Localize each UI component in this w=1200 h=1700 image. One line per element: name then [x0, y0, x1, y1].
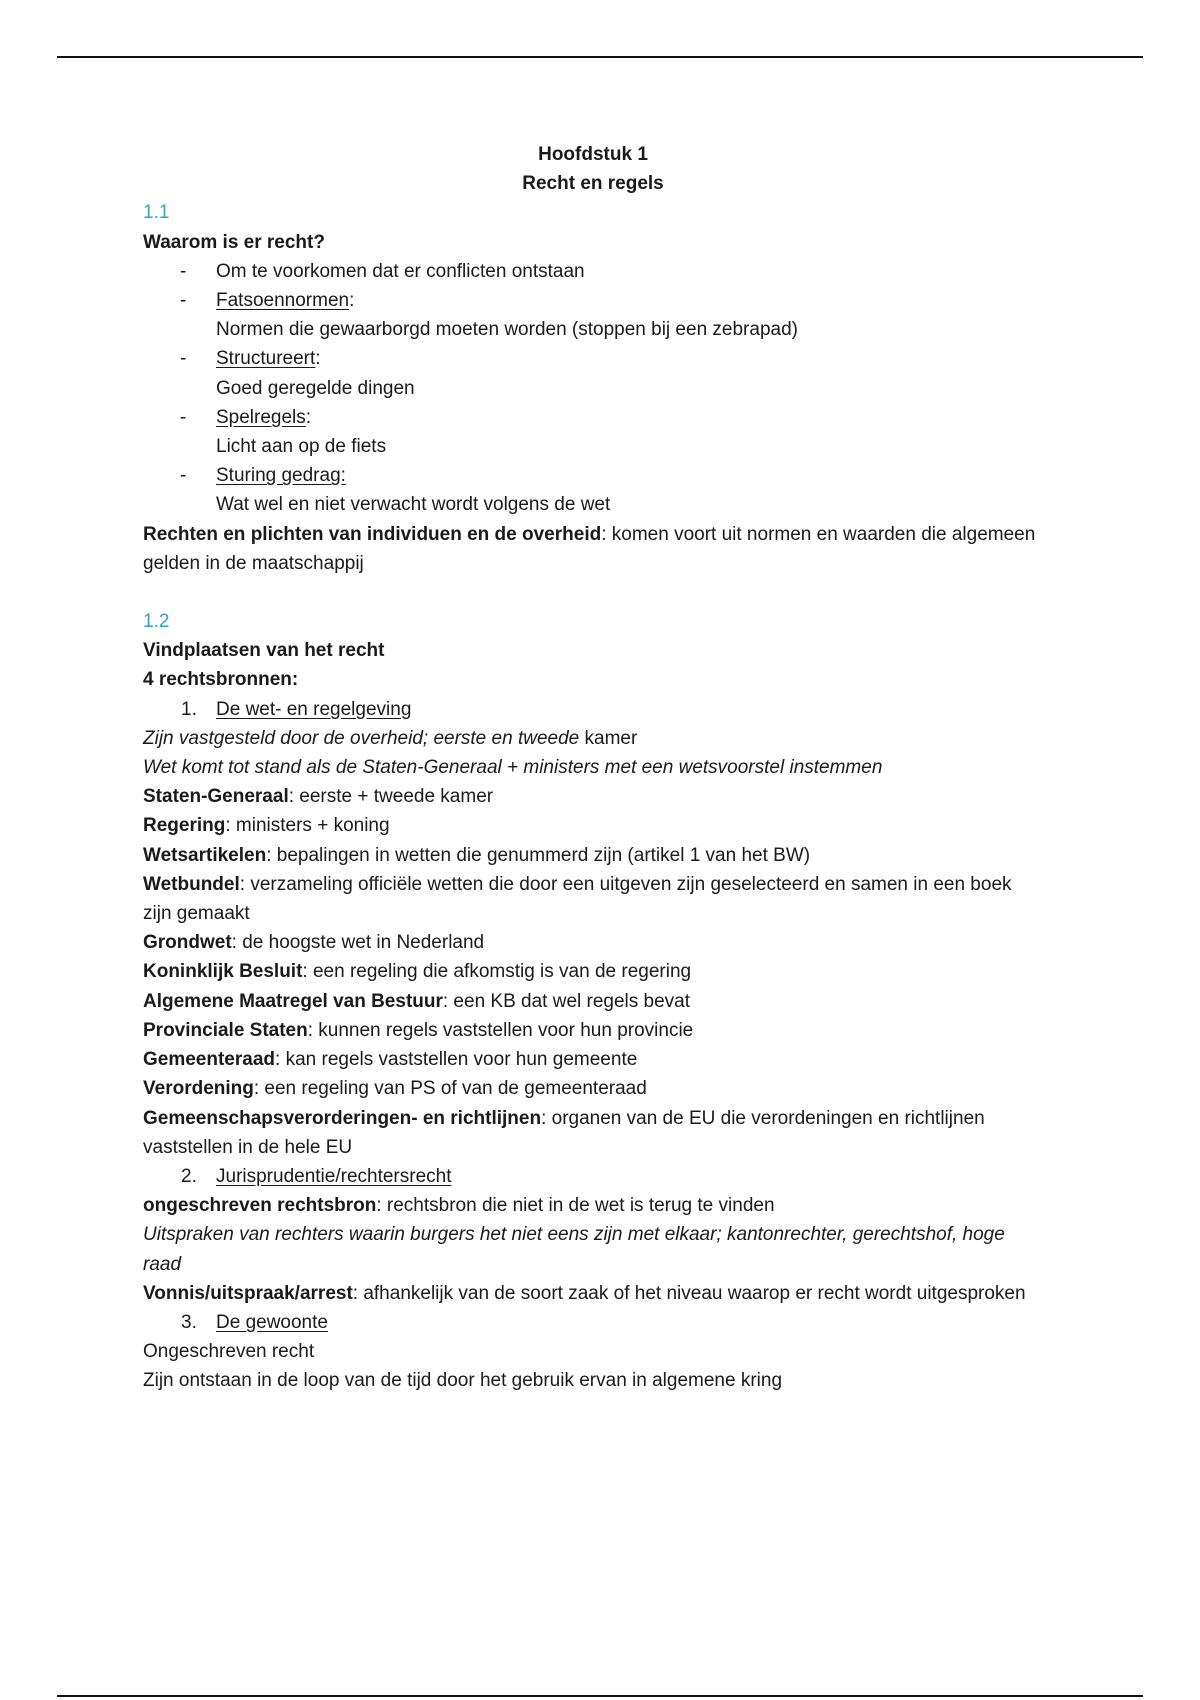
definition-text: : kunnen regels vaststellen voor hun provincie	[307, 1019, 694, 1041]
definition-text: : kan regels vaststellen voor hun gemeente	[275, 1049, 638, 1071]
document-body	[143, 140, 1043, 1396]
definition-line	[143, 957, 1043, 986]
bullet-subtext: Goed geregelde dingen	[216, 377, 415, 399]
bullet-term: Fatsoennormen	[216, 290, 350, 312]
bullet-item	[143, 344, 1043, 373]
definition-term: Koninklijk Besluit	[143, 961, 303, 983]
bullet-subtext: Wat wel en niet verwacht wordt volgens de wet	[216, 494, 611, 516]
definition-term: Verordening	[143, 1078, 254, 1100]
definition-text: : verzameling officiële wetten die door een uitgeven zijn geselecteerd en samen in een boek zijn gemaakt	[143, 873, 1012, 925]
footer-rule	[57, 1695, 1143, 1697]
definition-term: ongeschreven rechtsbron	[143, 1195, 377, 1217]
dash-icon: -	[180, 260, 187, 282]
numbered-item-title: De gewoonte	[216, 1311, 328, 1333]
definition-term: Algemene Maatregel van Bestuur	[143, 990, 443, 1012]
bullet-item	[143, 286, 1043, 315]
section-number-1-2: 1.2	[143, 611, 170, 633]
bullet-text: Om te voorkomen dat er conflicten ontstaan	[216, 260, 585, 282]
list-number: 3.	[181, 1311, 197, 1333]
definition-text: : ministers + koning	[225, 815, 390, 837]
definition-text: : komen voort uit normen en waarden die algemeen gelden in de maatschappij	[143, 523, 1036, 574]
definition-term: Wetsartikelen	[143, 844, 267, 866]
header-rule	[57, 56, 1143, 58]
section-subheading: 4 rechtsbronnen:	[143, 669, 299, 691]
definition-line	[143, 987, 1043, 1016]
chapter-title: Recht en regels	[522, 173, 664, 195]
numbered-item	[143, 1308, 1043, 1337]
numbered-item-title: Jurisprudentie/rechtersrecht	[216, 1165, 452, 1187]
bullet-colon: :	[305, 406, 312, 428]
rights-paragraph	[143, 520, 1043, 578]
numbered-item	[143, 1162, 1043, 1191]
numbered-item-title: De wet- en regelgeving	[216, 698, 412, 720]
definition-text: : afhankelijk van de soort zaak of het niveau waarop er recht wordt uitgesproken	[352, 1282, 1026, 1304]
definition-line	[143, 870, 1043, 928]
definition-line	[143, 1104, 1043, 1162]
definition-term: Grondwet	[143, 932, 232, 954]
section-heading-1-2: Vindplaatsen van het recht	[143, 640, 385, 662]
bullet-colon: :	[349, 290, 355, 312]
definition-text: : de hoogste wet in Nederland	[231, 932, 485, 954]
italic-line: Wet komt tot stand als de Staten-Generaal + ministers met een wetsvoorstel instemmen	[143, 757, 883, 779]
definition-text: : een regeling van PS of van de gemeenteraad	[253, 1078, 647, 1100]
definition-text: : bepalingen in wetten die genummerd zijn (artikel 1 van het BW)	[266, 844, 811, 866]
numbered-item	[143, 695, 1043, 724]
italic-line: Uitspraken van rechters waarin burgers het niet eens zijn met elkaar; kantonrechter, gerechtshof, hoge raad	[143, 1224, 1005, 1275]
definition-line	[143, 1279, 1043, 1308]
bullet-item	[143, 461, 1043, 490]
bullet-item	[143, 257, 1043, 286]
definition-text: : rechtsbron die niet in de wet is terug te vinden	[376, 1195, 775, 1217]
definition-line	[143, 1191, 1043, 1220]
definition-line	[143, 1016, 1043, 1045]
definition-text: : een KB dat wel regels bevat	[442, 990, 691, 1012]
dash-icon: -	[180, 406, 187, 428]
dash-icon: -	[180, 348, 187, 370]
plain-line: Ongeschreven recht	[143, 1341, 315, 1363]
bullet-term: Spelregels	[216, 406, 306, 428]
definition-line	[143, 782, 1043, 811]
list-number: 2.	[181, 1165, 197, 1187]
definition-term: Rechten en plichten van individuen en de overheid	[143, 523, 602, 545]
dash-icon: -	[180, 465, 187, 487]
definition-term: Provinciale Staten	[143, 1019, 308, 1041]
definition-term: Gemeenteraad	[143, 1049, 276, 1071]
definition-term: Vonnis/uitspraak/arrest	[143, 1282, 353, 1304]
definition-line	[143, 1045, 1043, 1074]
bullet-subtext: Licht aan op de fiets	[216, 436, 387, 458]
definition-text: : eerste + tweede kamer	[288, 786, 494, 808]
definition-text: : organen van de EU die verordeningen en richtlijnen vaststellen in de hele EU	[143, 1107, 985, 1158]
italic-line	[143, 724, 1043, 753]
plain-line: Zijn ontstaan in de loop van de tijd door het gebruik ervan in algemene kring	[143, 1370, 783, 1392]
definition-term: Regering	[143, 815, 226, 837]
definition-line	[143, 928, 1043, 957]
definition-term: Gemeenschapsverorderingen- en richtlijnen	[143, 1107, 542, 1129]
bullet-subtext: Normen die gewaarborgd moeten worden (stoppen bij een zebrapad)	[216, 319, 798, 341]
bullet-item	[143, 403, 1043, 432]
bullet-colon: :	[315, 348, 321, 370]
definition-line	[143, 841, 1043, 870]
definition-line	[143, 1074, 1043, 1103]
list-number: 1.	[181, 698, 197, 720]
definition-term: Wetbundel	[143, 873, 240, 895]
chapter-label: Hoofdstuk 1	[538, 144, 648, 165]
dash-icon: -	[180, 290, 187, 312]
definition-line	[143, 811, 1043, 840]
definition-text: : een regeling die afkomstig is van de regering	[302, 961, 692, 983]
plain-text: kamer	[579, 727, 638, 749]
bullet-term: Structureert	[216, 348, 316, 370]
bullet-term: Sturing gedrag:	[216, 465, 346, 487]
section-number-1-1: 1.1	[143, 202, 170, 224]
italic-text: Zijn vastgesteld door de overheid; eerste en tweede	[143, 727, 580, 749]
definition-term: Staten-Generaal	[143, 786, 289, 808]
section-heading-1-1: Waarom is er recht?	[143, 231, 325, 253]
